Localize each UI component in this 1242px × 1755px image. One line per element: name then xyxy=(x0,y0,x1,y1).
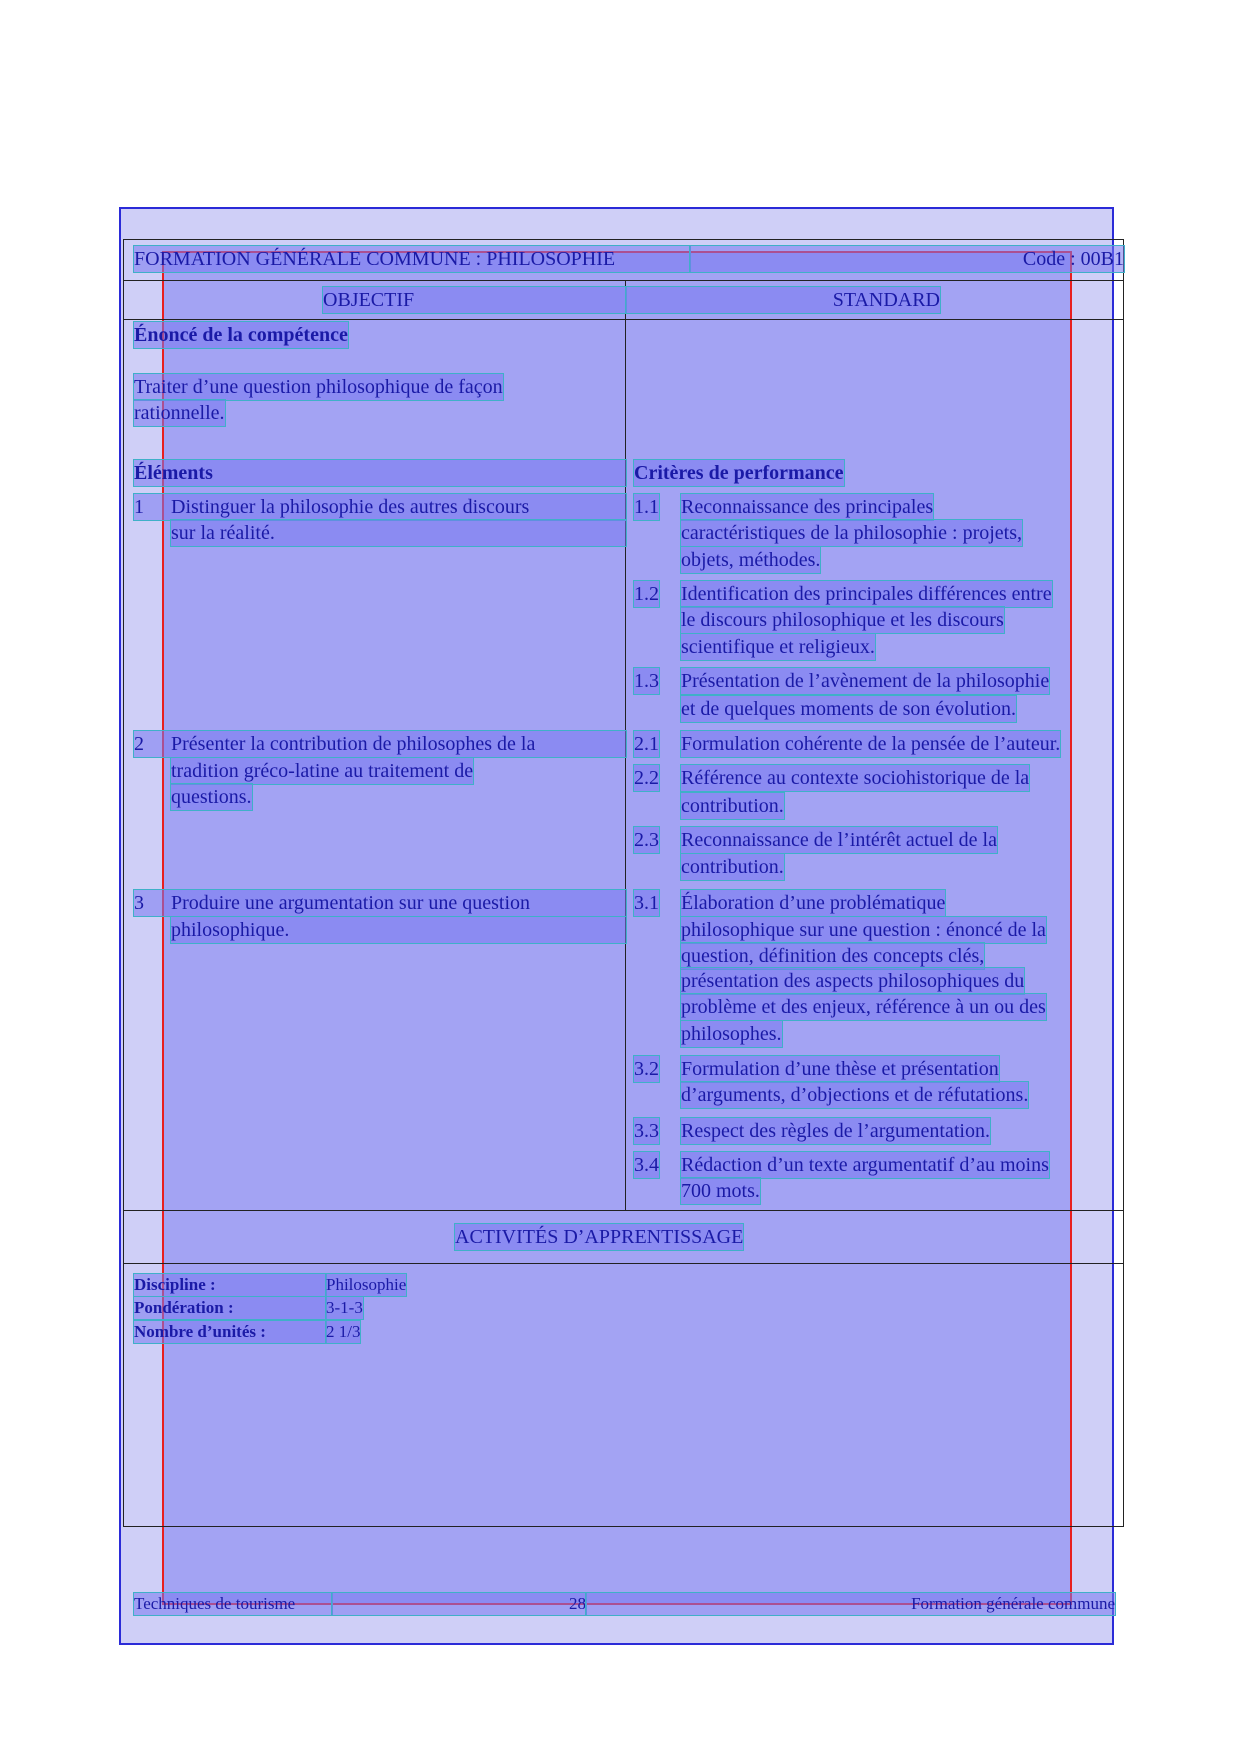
standard-heading: STANDARD xyxy=(626,287,940,313)
element-text-line: sur la réalité. xyxy=(171,520,626,546)
form-code: Code : 00B1 xyxy=(690,246,1124,272)
rule-header xyxy=(123,280,1124,281)
page-number: 28 xyxy=(332,1593,586,1615)
critere-text-line: philosophique sur une question : énoncé de la xyxy=(681,919,1046,941)
critere-text-line: caractéristiques de la philosophie : projets, xyxy=(681,522,1023,544)
critere-text-line: d’arguments, d’objections et de réfutations. xyxy=(681,1084,1029,1106)
rule-activites-top xyxy=(123,1210,1124,1211)
competence-text-line1: Traiter d’une question philosophique de façon xyxy=(134,376,503,398)
unites-value: 2 1/3 xyxy=(326,1322,361,1341)
elements-heading: Éléments xyxy=(134,460,626,486)
critere-text-line: Présentation de l’avènement de la philosophie xyxy=(681,670,1050,692)
footer-left: Techniques de tourisme xyxy=(134,1593,332,1615)
ponderation-value: 3-1-3 xyxy=(326,1298,363,1317)
element-number: 2 xyxy=(134,731,626,757)
critere-text-line: objets, méthodes. xyxy=(681,549,821,571)
critere-number: 1.2 xyxy=(634,583,659,605)
critere-number: 1.3 xyxy=(634,670,659,692)
ponderation-label: Pondération : xyxy=(134,1297,326,1319)
critere-text-line: et de quelques moments de son évolution. xyxy=(681,698,1016,720)
critere-text-line: scientifique et religieux. xyxy=(681,636,875,658)
critere-text-line: Respect des règles de l’argumentation. xyxy=(681,1120,990,1142)
critere-number: 3.3 xyxy=(634,1120,659,1142)
critere-text-line: Référence au contexte sociohistorique de la xyxy=(681,767,1030,789)
competence-text-line2: rationnelle. xyxy=(134,402,225,424)
critere-text-line: Rédaction d’un texte argumentatif d’au moins xyxy=(681,1154,1049,1176)
critere-number: 2.1 xyxy=(634,733,659,755)
critere-number: 3.1 xyxy=(634,892,659,914)
critere-text-line: Reconnaissance des principales xyxy=(681,496,934,518)
critere-text-line: le discours philosophique et les discours xyxy=(681,609,1004,631)
critere-number: 3.2 xyxy=(634,1058,659,1080)
critere-text-line: Formulation d’une thèse et présentation xyxy=(681,1058,999,1080)
element-text-line: Produire une argumentation sur une question xyxy=(171,892,531,914)
activites-heading: ACTIVITÉS D’APPRENTISSAGE xyxy=(455,1226,744,1248)
unites-label: Nombre d’unités : xyxy=(134,1321,326,1343)
critere-number: 2.3 xyxy=(634,829,659,851)
footer-right: Formation générale commune xyxy=(586,1593,1115,1615)
discipline-label: Discipline : xyxy=(134,1274,326,1296)
form-title: FORMATION GÉNÉRALE COMMUNE : PHILOSOPHIE xyxy=(134,246,690,272)
objectif-heading: OBJECTIF xyxy=(323,287,626,313)
critere-text-line: philosophes. xyxy=(681,1023,782,1045)
element-text-line: questions. xyxy=(171,786,252,808)
discipline-value: Philosophie xyxy=(326,1275,407,1294)
critere-text-line: Reconnaissance de l’intérêt actuel de la xyxy=(681,829,997,851)
critere-text-line: contribution. xyxy=(681,795,784,817)
critere-number: 1.1 xyxy=(634,496,659,518)
critere-text-line: 700 mots. xyxy=(681,1180,760,1202)
critere-text-line: contribution. xyxy=(681,856,784,878)
rule-activites-bottom xyxy=(123,1263,1124,1264)
critere-text-line: présentation des aspects philosophiques du xyxy=(681,970,1025,992)
element-number: 3 xyxy=(134,890,626,916)
critere-number: 2.2 xyxy=(634,767,659,789)
element-text-line: philosophique. xyxy=(171,917,626,943)
element-text-line: tradition gréco-latine au traitement de xyxy=(171,760,474,782)
competence-heading: Énoncé de la compétence xyxy=(134,324,348,346)
critere-text-line: question, définition des concepts clés, xyxy=(681,945,985,967)
critere-text-line: problème et des enjeux, référence à un ou des xyxy=(681,996,1046,1018)
element-number: 1 xyxy=(134,494,626,520)
critere-text-line: Élaboration d’une problématique xyxy=(681,892,946,914)
critere-text-line: Formulation cohérente de la pensée de l’auteur. xyxy=(681,733,1061,755)
element-text-line: Distinguer la philosophie des autres discours xyxy=(171,496,530,518)
critere-number: 3.4 xyxy=(634,1154,659,1176)
critere-text-line: Identification des principales différences entre xyxy=(681,583,1052,605)
element-text-line: Présenter la contribution de philosophes de la xyxy=(171,733,536,755)
criteres-heading: Critères de performance xyxy=(634,462,844,484)
rule-columns xyxy=(123,319,1124,320)
